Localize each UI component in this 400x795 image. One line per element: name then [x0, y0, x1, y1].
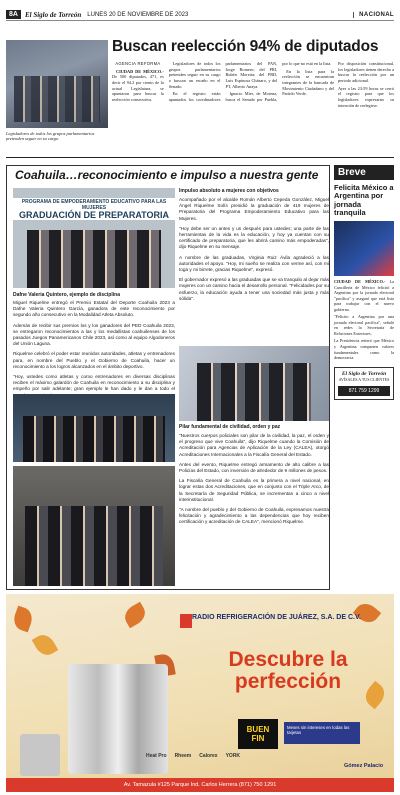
feature-text-police: "Nuestros cuerpos policiales son pilar de la civilidad, la paz, el orden y el progreso que vive Coahuila", dijo Riquelme cuando la Comisión de Acreditación para Agencias de Aplicación de la Ley (CALEA), otorgó Acreditaciones Internacionales a la Fiscalía General del Estado. Antes del evento, Riquelme entregó armamento de alto calibre a las Policías del Estado, con inversión de alrededor de 9 millones de pesos. La Fiscalía General de Coahuila es la primera a nivel nacional, en lograr estas dos Acreditaciones, que en conjunto con el Triple Arco, de la Secretaría de Seguridad Pública, se incrementan a cinco a nivel interinstitucional. "A nombre del pueblo y del Gobierno de Coahuila, expresamos nuestra felicitación y agradecimiento a las dependencias que hoy reciben certificación y acreditación de CALEA", mencionó Riquelme.: [179, 433, 329, 525]
page-number: 8A: [6, 10, 21, 19]
feature-text-women: Acompañado por el alcalde Román Alberto Cepeda González, Miguel Ángel Riquelme Solís presidió la graduación de 419 mujeres de Preparatoria del Programa Empoderamiento Educativo para las Mujeres. "Hoy debe ser un antes y un después para ustedes; una parte de las herramientas de la vida es la educación, y hoy ya cuentan con su certificado de preparatoria, que les abrirá camino más empoderadas", dijo Riquelme en su mensaje. A nombre de las graduadas, Virginia Ruiz Ávila agradeció a las autoridades el apoyo. "Hoy, mi sueño se realiza con verme así, con mi toga y mi birrete, gracias Riquelme", expresó. El gobernador expresó a las graduadas que se va tranquilo al dejar más mujeres con un camino hacia el desarrollo personal. "Felicidades por su esfuerzo, la educación ayuda a tener una sociedad más justa y más sólida".: [179, 197, 329, 301]
brief-text: CIUDAD DE MÉXICO.- La Cancillería de México felicitó a Argentina por la jornada electoral "pacífica" y aseguró que está lista para trabajar con el nuevo gobierno. "Felicito a Argentina por una jornada electoral pacífica", señaló en redes la Secretaría de Relaciones Exteriores. La Presidencia reiteró que México y Argentina comparten valores fundamentales como la democracia.: [334, 279, 394, 361]
feature-title: Coahuila…reconocimiento e impulso a nuestra gente: [15, 168, 319, 182]
ad-promo-text: Meses sin intereses en todas las tarjetas: [284, 722, 360, 744]
brand-logo-icon: [180, 614, 192, 628]
top-story-paragraph: Ignacio Mier, de Morena, busca el Senado por Puebla, por lo que no está en la lista.: [225, 61, 332, 103]
issue-date: LUNES 20 DE NOVIEMBRE DE 2023: [87, 11, 189, 18]
top-story-caption: Legisladores de todos los grupos parlamentarios pretenden seguir en su cargo.: [6, 131, 95, 142]
top-story-photo: [6, 40, 108, 128]
graduation-banner: PROGRAMA DE EMPODERAMIENTO EDUCATIVO PARA LAS MUJERES GRADUACIÓN DE PREPARATORIA: [13, 198, 175, 220]
top-story-paragraph: Legisladores de todos los grupos parlamentarios pretenden seguir en su cargo o buscan un escaño en el Senado.: [168, 61, 221, 89]
section-name: NACIONAL: [353, 12, 394, 18]
award-ceremony-photo: [179, 346, 329, 421]
top-story-headline: Buscan reelección 94% de diputados: [112, 38, 379, 55]
feature-text-athlete: Miguel Riquelme entregó el Premio Estatal del Deporte Coahuila 2023 a Dafne Valeria Quintero García, ganadora de este reconocimiento por segundo año consecutivo en la Modalidad Atleta Absoluto. Además de recibir sus premios los y los ganadores del PED Coahuila 2023, se entregaron reconocimientos a las y los medallistas coahuilenses de los pasados Juegos Panamericanos Chile 2023, así como al equipo Algodoneros del Unión Laguna. Riquelme celebró el poder estar reunidos autoridades, atletas y entrenadores para, en nombre del Pueblo y el Gobierno de Coahuila, hacer un reconocimiento a los logros alcanzados en el ámbito deportivo. "Hoy, ustedes como atletas y como entrenadores en diversas disciplinas reciben el máximo galardón de Coahuila en reconocimiento a su disciplina y empeño por salir adelante; gran ejemplo le han dado y le dan a todo el: [13, 300, 175, 392]
top-story-paragraph: Ayer a las 23:59 horas se cerró el registro para que los legisladores expresaran su intención de reelegirse.: [338, 85, 394, 108]
top-story-paragraph: CIUDAD DE MÉXICO.- De 500 diputados, 471, es decir el 94.2 por ciento de la actual Legislatura, se apuntaron para buscar la reelección consecutiva.: [112, 68, 164, 102]
feature-subhead-police: Pilar fundamental de civilidad, orden y paz: [179, 424, 281, 430]
brief-column: [334, 165, 394, 400]
page-header: [6, 9, 394, 21]
top-story-paragraph: Por disposición constitucional, los legisladores tienen derecho a buscar la reelección por un periodo adicional.: [338, 61, 394, 84]
feature-box: [6, 165, 330, 590]
top-story-byline: AGENCIA REFORMA: [115, 61, 161, 66]
house-ad-logo: El Siglo de Torreón: [341, 370, 387, 377]
top-story-right-column: [338, 61, 394, 110]
ad-address: Av. Tamazula #125 Parque Ind. Carlos Herrera (871) 750 1291: [6, 778, 394, 792]
brief-photo: [334, 221, 394, 276]
advertisement: [6, 594, 394, 792]
section-divider: [6, 157, 394, 158]
officials-photo: [13, 466, 175, 586]
house-ad: [334, 367, 394, 400]
ad-brand-list: Heat Pro Rheem Calorex YORK: [146, 753, 241, 759]
graduation-photo: [13, 188, 175, 288]
feature-subhead-women: Impulso absoluto a mujeres con objetivos: [179, 188, 279, 194]
ad-location: Gómez Palacio: [344, 763, 384, 769]
space-heater-image: [20, 734, 60, 776]
brief-headline: Felicita México a Argentina por jornada tranquila: [334, 183, 394, 217]
newspaper-logo: El Siglo de Torreón: [24, 10, 82, 19]
top-story-paragraph: En la lista para la reelección se encuentran integrantes de la bancada de Movimiento Ciudadano y del Partido Verde.: [282, 68, 334, 97]
ad-brand-name: RADIO REFRIGERACIÓN DE JUÁREZ, S.A. DE C.V.: [192, 614, 361, 621]
house-ad-phone: 871 759 1299: [338, 386, 390, 396]
top-story-dateline: CIUDAD DE MÉXICO.-: [116, 68, 164, 74]
buen-fin-badge: BUEN FIN: [238, 719, 278, 749]
top-story-paragraph: En el registro están apuntados los coordinadores parlamentarios del PAN, Jorge Romero; del PRI, Rubén Moreira; del PRD, Luis Espinosa Cházaro, y del PT, Alberto Anaya.: [168, 61, 278, 103]
top-story-body: [112, 61, 334, 153]
ad-headline: Descubre la perfección: [228, 648, 348, 694]
house-ad-line: AVÍSALES A TUS CLIENTES: [338, 376, 390, 382]
brief-label: Breve: [334, 165, 394, 180]
feature-subhead-athlete: Dafne Valeria Quintero, ejemplo de disciplina: [13, 292, 120, 298]
police-event-photo: [13, 394, 175, 462]
